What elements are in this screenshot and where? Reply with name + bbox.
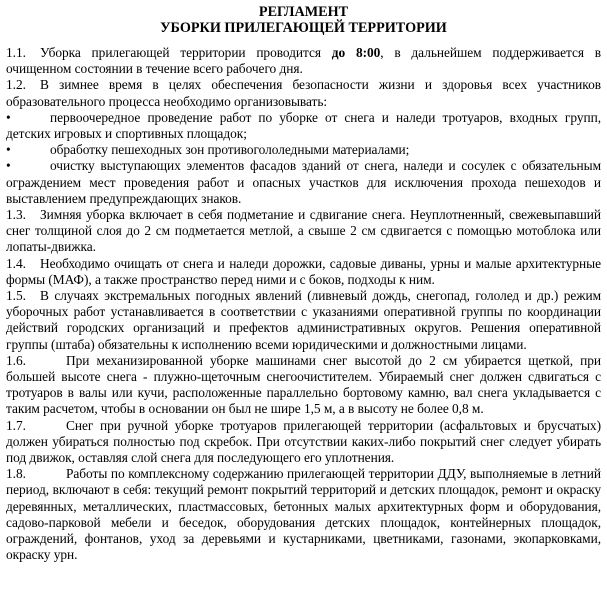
- item-text-bold: до 8:00: [331, 45, 381, 60]
- title-spacer: [6, 36, 601, 45]
- item-1-5: [6, 288, 601, 353]
- document-title-line1: РЕГЛАМЕНТ: [258, 4, 349, 20]
- item-text: В случаях экстремальных погодных явлений (ливневый дождь, снегопад, гололед и др.) режим уборочных работ устанавливается в соответствии с указаниями оперативной группы по координации действий городских организаций и префектов административных округов. Решения оперативной группы (штаба) обязательны к исполнению всеми юридическими и должностными лицами.: [6, 288, 601, 352]
- bullet-item-1: [6, 110, 601, 142]
- item-number: 1.3.: [6, 207, 26, 223]
- item-text-post: , в дальнейшем поддерживается в очищенном состоянии в течение всего рабочего дня.: [6, 45, 602, 77]
- bullet-icon: •: [6, 158, 11, 174]
- item-number: 1.7.: [6, 417, 26, 433]
- bullet-item-3: [6, 158, 601, 207]
- item-text: В зимнее время в целях обеспечения безопасности жизни и здоровья всех участников образовательного процесса необходимо организовывать:: [6, 77, 601, 109]
- item-text: Зимняя уборка включает в себя подметание и сдвигание снега. Неуплотненный, свежевыпавший снег толщиной слоя до 2 см подметается метлой, а свыше 2 см сдвигается с помощью мотоблока или лопаты-движка.: [6, 207, 601, 255]
- document-title-line2: УБОРКИ ПРИЛЕГАЮЩЕЙ ТЕРРИТОРИИ: [160, 20, 447, 36]
- item-text: Работы по комплексному содержанию прилегающей территории ДДУ, выполняемые в летний период, включают в себя: текущий ремонт покрытий территорий и детских площадок, ремонт и окраску деревянных, металлических, пластмассовых, бетонных малых архитектурных форм и оборудования, садово-парковой мебели и беседок, оборудования детских площадок, контейнерных площадок, ограждений, фонтанов, уход за деревьями и кустарниками, цветниками, газонами, экопарковками, окраску урн.: [6, 466, 601, 563]
- item-1-8: [6, 466, 601, 563]
- bullet-icon: •: [6, 109, 11, 125]
- item-text: Необходимо очищать от снега и наледи дорожки, садовые диваны, урны и малые архитектурные формы (МАФ), а также пространство перед ними и с боков, подходы к ним.: [6, 255, 601, 287]
- item-1-7: [6, 418, 601, 467]
- item-number: 1.5.: [6, 288, 26, 304]
- item-text-pre: Уборка прилегающей территории проводится: [40, 45, 332, 60]
- bullet-icon: •: [6, 142, 11, 158]
- item-number: 1.8.: [6, 466, 26, 482]
- item-text: очистку выступающих элементов фасадов зданий от снега, наледи и сосулек с обязательным ограждением мест проведения работ и опасных участков для исключения прохода пешеходов и выставлением предупреждающих знаков.: [6, 158, 601, 206]
- bullet-item-2: [6, 142, 601, 158]
- item-text: Снег при ручной уборке тротуаров прилегающей территории (асфальтовых и брусчатых) должен убираться полностью под скребок. При отсутствии каких-либо покрытий снег следует убирать под движок, оставляя слой снега для последующего его уплотнения.: [6, 417, 601, 466]
- item-number: 1.6.: [6, 352, 26, 368]
- item-1-3: [6, 207, 601, 256]
- item-text: первоочередное проведение работ по уборке от снега и наледи тротуаров, входных групп, детских игровых и спортивных площадок;: [6, 109, 601, 142]
- item-1-6: [6, 353, 601, 418]
- item-number: 1.2.: [6, 77, 26, 93]
- item-number: 1.1.: [6, 45, 26, 60]
- item-1-4: [6, 256, 601, 288]
- item-text: При механизированной уборке машинами снег высотой до 2 см убирается щеткой, при большей высоте снега - плужно-щеточным снегоочистителем. Убираемый снег должен сдвигаться с тротуаров в валы или кучи, расположенные параллельно бортовому камню, вал снега укладывается с таким расчетом, чтобы в основании он был не шире 1,5 м, а в высоту не более 0,8 м.: [6, 352, 601, 417]
- item-text: обработку пешеходных зон противогололедными материалами;: [50, 142, 410, 158]
- item-number: 1.4.: [6, 255, 26, 271]
- item-1-2: [6, 77, 601, 109]
- item-1-1: [6, 45, 601, 77]
